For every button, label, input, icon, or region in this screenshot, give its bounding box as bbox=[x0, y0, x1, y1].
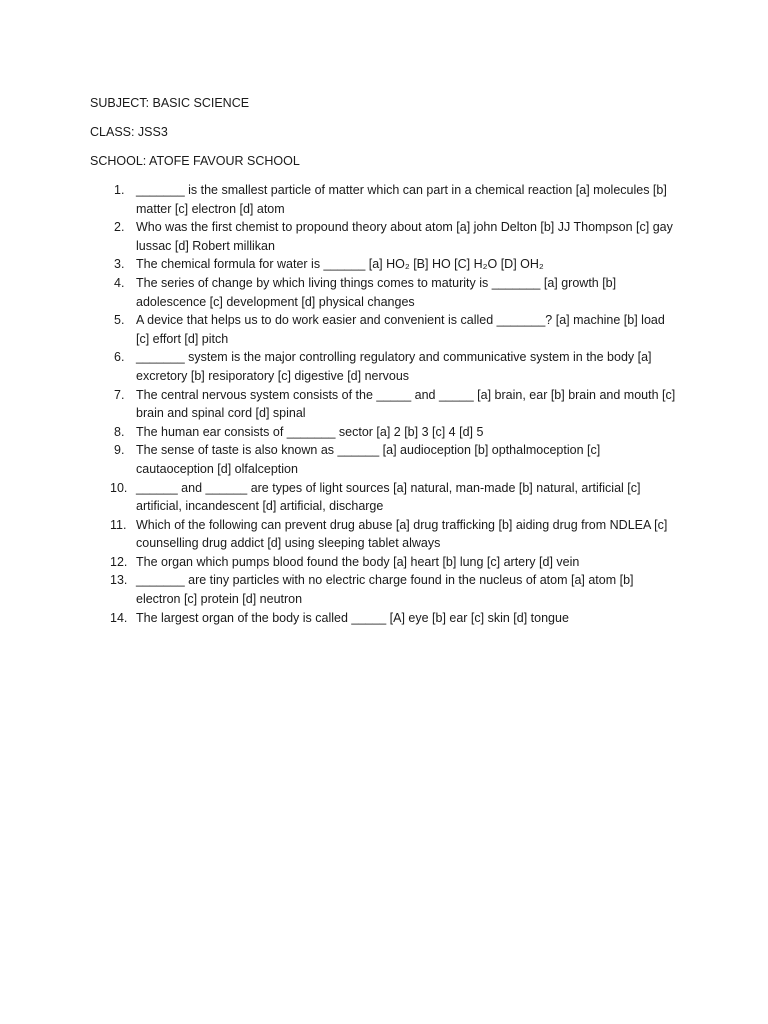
question-number: 7. bbox=[114, 387, 125, 402]
question-text: The human ear consists of _______ sector [a] 2 [b] 3 [c] 4 [d] 5 bbox=[136, 424, 484, 439]
question-text: The chemical formula for water is ______ [a] HO₂ [B] HO [C] H₂O [D] OH₂ bbox=[136, 257, 544, 272]
question-number: 12. bbox=[110, 554, 128, 569]
question-item bbox=[96, 441, 676, 478]
question-text: _______ is the smallest particle of matter which can part in a chemical reaction [a] molecules [b] matter [c] electron [d] atom bbox=[136, 183, 667, 216]
question-text: Which of the following can prevent drug abuse [a] drug trafficking [b] aiding drug from NDLEA [c] counselling drug addict [d] using sleeping tablet always bbox=[136, 517, 668, 551]
question-number: 4. bbox=[114, 275, 125, 290]
question-text: A device that helps us to do work easier and convenient is called _______? [a] machine [b] load [c] effort [d] pitch bbox=[136, 313, 665, 346]
question-number: 2. bbox=[114, 220, 125, 235]
question-number: 13. bbox=[110, 573, 128, 588]
question-number: 10. bbox=[110, 480, 128, 495]
question-number: 3. bbox=[114, 257, 125, 272]
question-text: The central nervous system consists of the _____ and _____ [a] brain, ear [b] brain and mouth [c] brain and spinal cord [d] spinal bbox=[136, 387, 676, 421]
question-item bbox=[96, 553, 676, 572]
question-item bbox=[96, 516, 676, 553]
question-text: The largest organ of the body is called _____ [A] eye [b] ear [c] skin [d] tongue bbox=[136, 610, 569, 625]
question-number: 6. bbox=[114, 350, 125, 365]
question-list bbox=[96, 181, 676, 627]
question-item bbox=[96, 311, 676, 348]
question-item bbox=[96, 348, 676, 385]
question-text: _______ system is the major controlling regulatory and communicative system in the body [a] excretory [b] resiporatory [c] digestive [d] nervous bbox=[136, 350, 652, 383]
question-number: 1. bbox=[114, 183, 125, 197]
question-text: Who was the first chemist to propound theory about atom [a] john Delton [b] JJ Thompson [c] gay lussac [d] Robert millikan bbox=[136, 220, 673, 253]
question-item bbox=[96, 479, 676, 516]
question-item bbox=[96, 386, 676, 423]
question-item bbox=[96, 571, 676, 608]
question-number: 9. bbox=[114, 443, 125, 458]
question-item bbox=[96, 609, 676, 628]
question-item bbox=[96, 255, 676, 274]
question-text: The sense of taste is also known as ______ [a] audioception [b] opthalmoception [c] cautaoception [d] olfalception bbox=[136, 443, 601, 476]
question-item bbox=[96, 274, 676, 311]
question-text: The organ which pumps blood found the body [a] heart [b] lung [c] artery [d] vein bbox=[136, 554, 580, 569]
class-line: CLASS: JSS3 bbox=[90, 125, 168, 139]
school-line: SCHOOL: ATOFE FAVOUR SCHOOL bbox=[90, 154, 300, 168]
subject-line: SUBJECT: BASIC SCIENCE bbox=[90, 96, 250, 110]
question-number: 8. bbox=[114, 424, 125, 439]
question-number: 14. bbox=[110, 610, 128, 625]
question-item bbox=[96, 423, 676, 442]
question-item bbox=[96, 218, 676, 255]
question-number: 5. bbox=[114, 313, 125, 328]
question-text: The series of change by which living things comes to maturity is _______ [a] growth [b] adolescence [c] development [d] physical changes bbox=[136, 275, 617, 309]
question-item bbox=[96, 181, 676, 218]
question-text: ______ and ______ are types of light sources [a] natural, man-made [b] natural, artificial [c] artificial, incandescent [d] artificial, discharge bbox=[136, 480, 641, 514]
question-number: 11. bbox=[110, 517, 127, 532]
question-text: _______ are tiny particles with no electric charge found in the nucleus of atom [a] atom [b] electron [c] protein [d] neutron bbox=[136, 573, 634, 607]
